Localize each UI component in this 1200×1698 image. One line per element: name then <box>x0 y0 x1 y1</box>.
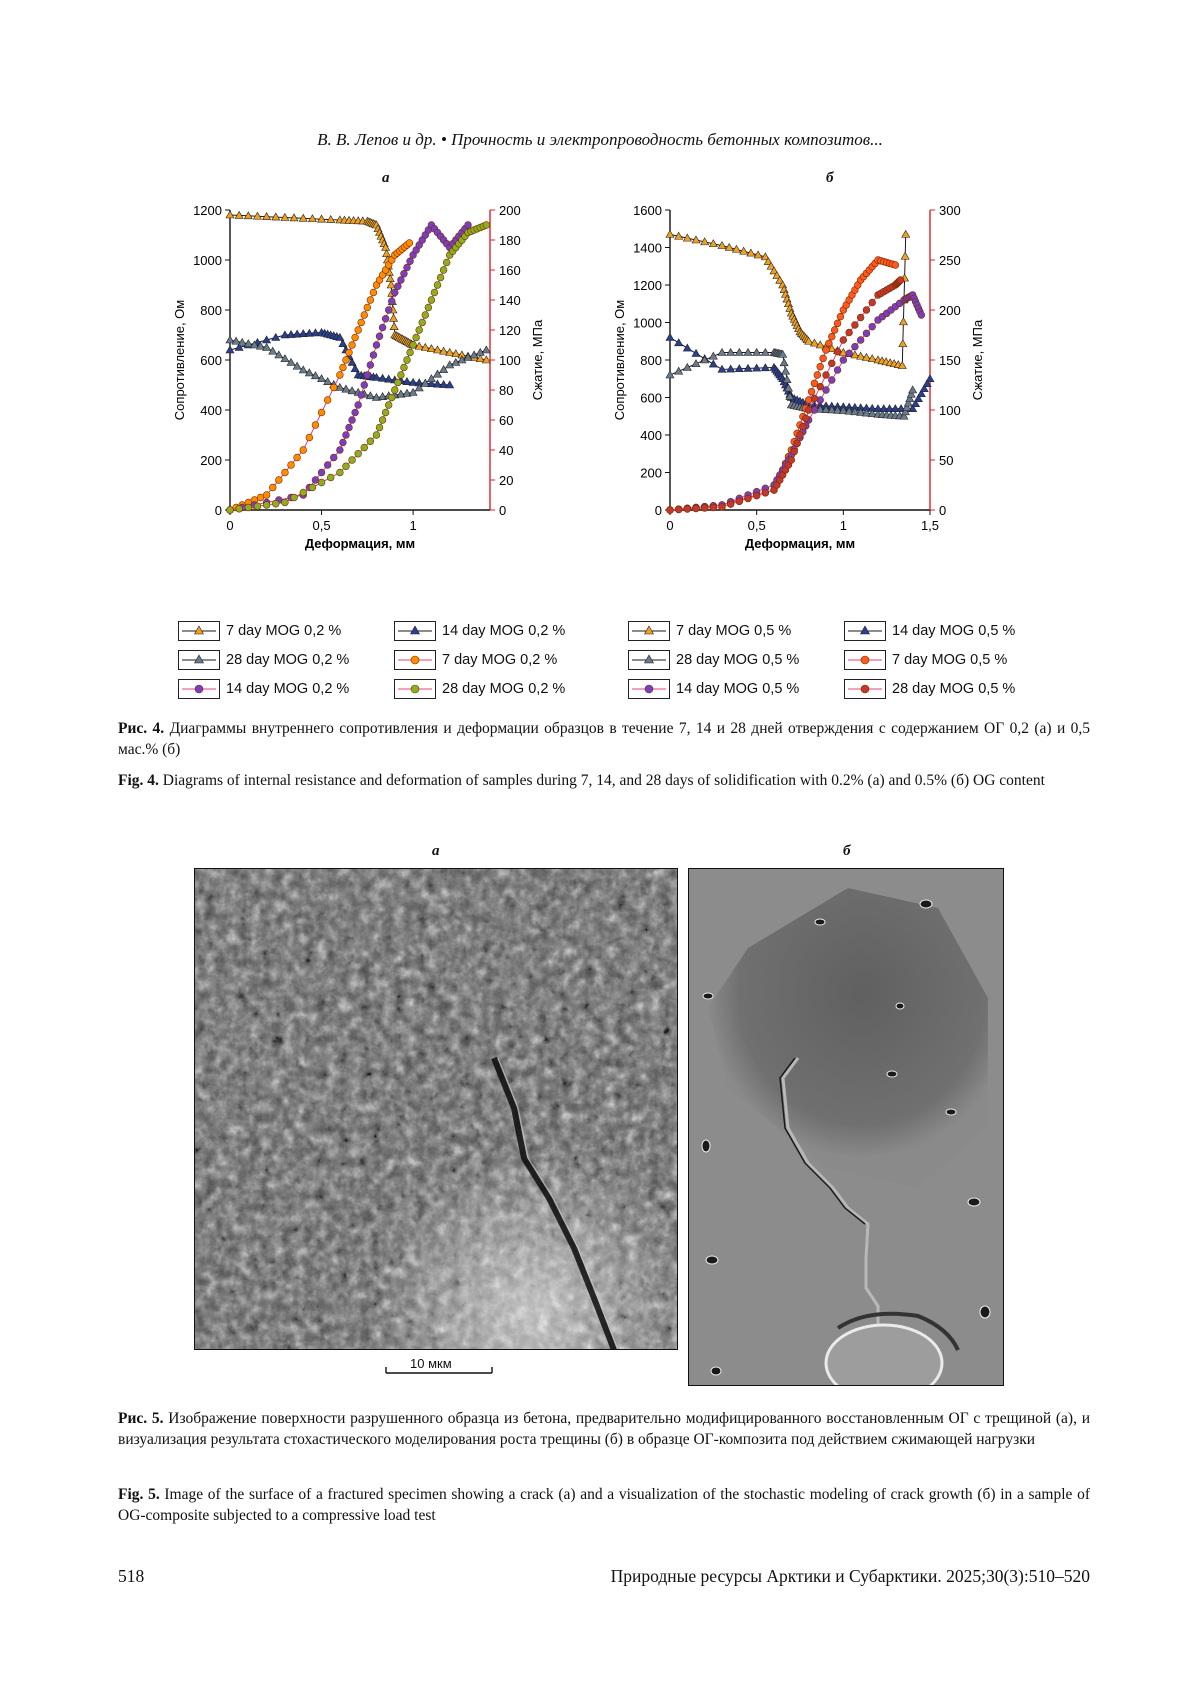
page-number: 518 <box>118 1566 145 1586</box>
series-point-6 <box>376 424 383 431</box>
series-point-5 <box>336 447 343 454</box>
series-point-5 <box>358 392 365 399</box>
left-tick-label: 400 <box>640 428 662 443</box>
fig5-panel-b-label: б <box>843 843 851 859</box>
right-tick-label: 100 <box>939 403 961 418</box>
fig4-caption-en-label: Fig. 4. <box>118 772 159 789</box>
series-point-6 <box>355 450 362 457</box>
fig4-caption-ru-text: Диаграммы внутреннего сопротивления и деформации образцов в течение 7, 14 и 28 дней отверждения с содержанием ОГ 0,2 (а) и 0,5 мас.% (б) <box>118 720 1090 758</box>
series-point-6 <box>693 505 700 512</box>
series-point-4 <box>346 349 353 356</box>
legend-swatch <box>178 679 220 699</box>
series-point-5 <box>376 333 383 340</box>
series-point-6 <box>385 402 392 409</box>
x-tick-label: 0 <box>226 518 234 533</box>
series-point-5 <box>401 270 408 277</box>
right-tick-label: 120 <box>499 323 521 338</box>
series-point-6 <box>762 489 769 496</box>
series-point-5 <box>379 324 386 331</box>
legend-swatch <box>844 679 886 699</box>
legend-item <box>628 620 791 642</box>
series-point-6 <box>291 494 298 501</box>
series-point-6 <box>817 383 824 390</box>
fig5-panel-a-label: а <box>432 843 440 859</box>
series-point-1 <box>226 211 234 218</box>
series-point-1 <box>383 250 391 257</box>
fig5-caption-ru <box>118 1408 1090 1450</box>
fig4-chart-b <box>600 200 1020 600</box>
x-axis-label: Деформация, мм <box>744 536 856 551</box>
legend-swatch-marker <box>411 685 419 693</box>
fig4-caption-en <box>118 770 1090 791</box>
legend-item <box>178 678 349 700</box>
right-tick-label: 180 <box>499 233 521 248</box>
series-point-6 <box>745 495 752 502</box>
right-tick-label: 300 <box>939 203 961 218</box>
series-point-5 <box>846 350 853 357</box>
series-point-4 <box>282 469 289 476</box>
series-point-5 <box>318 469 325 476</box>
left-tick-label: 800 <box>200 303 222 318</box>
x-axis-label: Деформация, мм <box>304 536 416 551</box>
series-point-6 <box>851 322 858 329</box>
series-point-6 <box>684 506 691 513</box>
series-point-5 <box>361 382 368 389</box>
series-point-6 <box>318 479 325 486</box>
series-point-4 <box>288 462 295 469</box>
left-tick-label: 600 <box>200 353 222 368</box>
right-tick-label: 100 <box>499 353 521 368</box>
series-point-5 <box>352 409 359 416</box>
series-point-6 <box>343 463 350 470</box>
legend-item <box>178 649 349 671</box>
series-point-6 <box>419 319 426 326</box>
series-point-4 <box>355 327 362 334</box>
left-tick-label: 1000 <box>633 315 662 331</box>
legend-item <box>628 678 799 700</box>
legend-swatch-marker <box>195 685 203 693</box>
series-point-6 <box>397 372 404 379</box>
series-point-6 <box>791 448 798 455</box>
legend-swatch-marker <box>645 685 653 693</box>
series-point-4 <box>349 342 356 349</box>
left-tick-label: 1400 <box>633 240 662 256</box>
legend-item <box>628 649 799 671</box>
series-point-5 <box>465 222 472 229</box>
left-tick-label: 1200 <box>633 278 662 293</box>
right-tick-label: 50 <box>939 453 954 468</box>
series-point-5 <box>857 337 864 344</box>
fig5-caption-en-text: Image of the surface of a fractured specimen showing a crack (а) and a visualization of the stochastic modeling of crack growth (б) in a sample of OG-composite subjected to a compressive load test <box>118 1486 1091 1524</box>
left-tick-label: 800 <box>640 353 662 368</box>
series-point-4 <box>336 372 343 379</box>
legend-label: 28 day MOG 0,2 % <box>442 681 566 697</box>
series-point-6 <box>719 504 726 511</box>
legend-item <box>844 649 1007 671</box>
legend-item <box>394 620 565 642</box>
series-point-4 <box>358 319 365 326</box>
right-tick-label: 250 <box>939 253 961 268</box>
series-point-6 <box>802 415 809 422</box>
series-point-4 <box>318 409 325 416</box>
series-point-4 <box>324 397 331 404</box>
series-point-1 <box>902 230 910 237</box>
series-point-6 <box>788 457 795 464</box>
series-point-3 <box>675 367 683 374</box>
series-point-4 <box>343 357 350 364</box>
legend-item <box>178 620 341 642</box>
series-point-4 <box>275 477 282 484</box>
series-point-4 <box>823 347 830 354</box>
series-point-5 <box>349 417 356 424</box>
series-point-6 <box>437 274 444 281</box>
series-point-6 <box>391 387 398 394</box>
series-point-4 <box>370 289 377 296</box>
series-point-5 <box>382 315 389 322</box>
series-point-6 <box>422 312 429 319</box>
series-point-6 <box>840 337 847 344</box>
series-point-5 <box>394 283 401 290</box>
series-point-6 <box>857 314 864 321</box>
series-point-2 <box>926 375 934 382</box>
series-point-6 <box>675 506 682 513</box>
legend-label: 7 day MOG 0,5 % <box>892 652 1008 668</box>
series-point-5 <box>863 330 870 337</box>
series-point-2 <box>709 360 717 367</box>
series-point-4 <box>820 355 827 362</box>
fig4-panel-b-label: б <box>826 170 834 186</box>
series-point-6 <box>349 457 356 464</box>
right-tick-label: 0 <box>939 503 947 518</box>
legend-item <box>844 678 1015 700</box>
series-point-1 <box>390 314 398 321</box>
legend-label: 7 day MOG 0,2 % <box>226 623 342 639</box>
series-point-5 <box>385 307 392 314</box>
series-point-2 <box>692 349 700 356</box>
legend-swatch <box>844 650 886 670</box>
series-point-6 <box>897 277 904 284</box>
right-tick-label: 150 <box>939 353 961 368</box>
series-point-3 <box>666 371 674 378</box>
series-point-6 <box>404 357 411 364</box>
series-point-5 <box>330 454 337 461</box>
series-point-6 <box>434 282 441 289</box>
series-point-6 <box>373 432 380 439</box>
series-point-6 <box>443 259 450 266</box>
x-tick-label: 0,5 <box>312 518 331 533</box>
legend-swatch <box>394 621 436 641</box>
series-point-6 <box>416 327 423 334</box>
legend-label: 28 day MOG 0,5 % <box>892 681 1016 697</box>
series-point-2 <box>675 339 683 346</box>
crack-simulation-image <box>688 868 1004 1386</box>
series-point-5 <box>367 362 374 369</box>
series-point-6 <box>413 334 420 341</box>
series-point-4 <box>834 320 841 327</box>
series-point-5 <box>355 402 362 409</box>
series-point-5 <box>918 312 925 319</box>
legend-label: 28 day MOG 0,5 % <box>676 652 800 668</box>
series-point-6 <box>382 409 389 416</box>
series-point-4 <box>300 447 307 454</box>
right-tick-label: 200 <box>939 303 961 318</box>
series-point-6 <box>828 360 835 367</box>
legend-label: 7 day MOG 0,5 % <box>676 623 792 639</box>
series-point-3 <box>683 364 691 371</box>
series-point-6 <box>263 502 270 509</box>
series-point-6 <box>367 438 374 445</box>
left-axis-label: Сопротивление, Ом <box>172 299 187 421</box>
series-point-1 <box>390 323 398 330</box>
fig4-caption-ru-label: Рис. 4. <box>118 720 165 737</box>
series-point-3 <box>709 352 717 359</box>
series-point-6 <box>236 505 243 512</box>
series-point-1 <box>666 230 674 237</box>
series-point-5 <box>834 367 841 374</box>
legend-swatch <box>628 621 670 641</box>
series-point-6 <box>869 299 876 306</box>
series-point-4 <box>257 494 264 501</box>
legend-swatch <box>394 679 436 699</box>
series-point-5 <box>388 298 395 305</box>
series-point-5 <box>391 289 398 296</box>
left-tick-label: 1000 <box>193 253 222 268</box>
left-tick-label: 1600 <box>633 203 662 218</box>
series-point-6 <box>407 349 414 356</box>
legend-item <box>844 620 1015 642</box>
series-point-4 <box>828 333 835 340</box>
right-tick-label: 200 <box>499 203 521 218</box>
right-tick-label: 40 <box>499 443 514 458</box>
series-point-3 <box>782 367 790 374</box>
series-point-4 <box>269 484 276 491</box>
series-point-6 <box>701 505 708 512</box>
series-point-6 <box>431 289 438 296</box>
fig5-caption-ru-text: Изображение поверхности разрушенного образца из бетона, предварительно модифицированного восстановленным ОГ с трещиной (а), и визуализация результата стохастического моделирования роста трещины (б) в образце ОГ-композита под действием сжимающей нагрузки <box>118 1410 1090 1448</box>
left-tick-label: 600 <box>640 390 662 406</box>
series-point-3 <box>226 336 234 343</box>
journal-citation: Природные ресурсы Арктики и Субарктики. 2025;30(3):510–520 <box>610 1566 1090 1586</box>
legend-label: 14 day MOG 0,5 % <box>676 681 800 697</box>
series-point-5 <box>869 323 876 330</box>
series-point-4 <box>814 372 821 379</box>
series-point-4 <box>808 388 815 395</box>
series-point-6 <box>727 501 734 508</box>
fig4-caption-ru <box>118 718 1090 760</box>
series-point-6 <box>440 267 447 274</box>
series-point-6 <box>245 504 252 511</box>
series-point-6 <box>361 444 368 451</box>
series-point-1 <box>899 340 907 347</box>
legend-swatch-marker <box>411 656 419 664</box>
series-point-2 <box>683 344 691 351</box>
left-tick-label: 0 <box>214 503 222 518</box>
legend-swatch <box>394 650 436 670</box>
right-tick-label: 20 <box>499 473 514 488</box>
series-point-3 <box>482 346 490 353</box>
series-point-3 <box>780 359 788 366</box>
fig4-chart-a <box>160 200 580 600</box>
series-point-6 <box>394 379 401 386</box>
right-tick-label: 80 <box>499 383 514 398</box>
series-point-4 <box>831 327 838 334</box>
series-point-6 <box>336 469 343 476</box>
series-point-4 <box>312 422 319 429</box>
series-point-5 <box>828 377 835 384</box>
series-point-5 <box>340 439 347 446</box>
series-point-6 <box>227 507 234 514</box>
left-tick-label: 1200 <box>193 203 222 218</box>
x-tick-label: 1,5 <box>920 518 940 533</box>
fig5-caption-en-label: Fig. 5. <box>118 1486 160 1503</box>
series-point-6 <box>309 484 316 491</box>
series-point-4 <box>340 364 347 371</box>
legend-label: 7 day MOG 0,2 % <box>442 652 558 668</box>
series-point-6 <box>300 489 307 496</box>
legend-swatch <box>178 621 220 641</box>
series-point-6 <box>736 498 743 505</box>
series-point-4 <box>367 297 374 304</box>
legend-swatch <box>178 650 220 670</box>
series-point-4 <box>306 434 313 441</box>
series-point-4 <box>837 313 844 320</box>
series-point-6 <box>863 307 870 314</box>
series-point-6 <box>410 342 417 349</box>
series-point-4 <box>361 312 368 319</box>
left-axis-label: Сопротивление, Ом <box>612 299 627 421</box>
series-point-6 <box>710 504 717 511</box>
legend-swatch <box>628 679 670 699</box>
series-point-5 <box>324 462 331 469</box>
legend-swatch <box>628 650 670 670</box>
legend-label: 14 day MOG 0,2 % <box>226 681 350 697</box>
series-point-6 <box>823 372 830 379</box>
series-point-5 <box>343 432 350 439</box>
series-point-6 <box>388 394 395 401</box>
x-tick-label: 1 <box>839 518 847 533</box>
series-point-5 <box>397 277 404 284</box>
legend-swatch <box>844 621 886 641</box>
series-point-6 <box>834 348 841 355</box>
series-point-5 <box>840 357 847 364</box>
series-point-6 <box>846 329 853 336</box>
right-tick-label: 140 <box>499 293 521 308</box>
left-tick-label: 400 <box>200 403 222 418</box>
legend-label: 28 day MOG 0,2 % <box>226 652 350 668</box>
series-point-6 <box>272 500 279 507</box>
series-point-5 <box>407 258 414 265</box>
series-point-4 <box>294 454 301 461</box>
series-point-4 <box>364 304 371 311</box>
series-point-2 <box>666 334 674 341</box>
x-tick-label: 0 <box>666 518 674 533</box>
series-point-4 <box>825 340 832 347</box>
series-point-5 <box>851 343 858 350</box>
series-point-4 <box>330 384 337 391</box>
series-point-1 <box>899 318 907 325</box>
series-point-4 <box>352 334 359 341</box>
fig4-caption-en-text: Diagrams of internal resistance and deformation of samples during 7, 14, and 28 days of solidification with 0.2% (а) and 0.5% (б) OG content <box>162 772 1045 789</box>
series-point-6 <box>327 474 334 481</box>
left-tick-label: 0 <box>654 503 662 518</box>
legend-item <box>394 678 565 700</box>
series-point-5 <box>370 352 377 359</box>
series-point-6 <box>428 297 435 304</box>
series-point-6 <box>811 395 818 402</box>
right-tick-label: 60 <box>499 413 514 428</box>
running-title: В. В. Лепов и др. • Прочность и электропроводность бетонных композитов... <box>317 130 883 149</box>
legend-swatch-marker <box>861 685 869 693</box>
right-axis-label: Сжатие, МПа <box>970 319 985 401</box>
series-point-4 <box>892 262 899 269</box>
series-point-6 <box>379 417 386 424</box>
right-tick-label: 160 <box>499 263 521 278</box>
series-point-6 <box>794 440 801 447</box>
series-point-5 <box>312 477 319 484</box>
series-point-6 <box>667 507 674 514</box>
legend-label: 14 day MOG 0,2 % <box>442 623 566 639</box>
series-point-5 <box>373 342 380 349</box>
series-point-6 <box>483 222 490 229</box>
series-point-5 <box>346 424 353 431</box>
series-point-6 <box>282 499 289 506</box>
fig5-caption-ru-label: Рис. 5. <box>118 1410 164 1427</box>
series-point-4 <box>817 363 824 370</box>
x-tick-label: 1 <box>409 518 417 533</box>
series-point-6 <box>401 364 408 371</box>
series-point-6 <box>805 407 812 414</box>
series-point-1 <box>901 252 909 259</box>
series-point-6 <box>425 304 432 311</box>
fig5-caption-en <box>118 1484 1090 1526</box>
right-tick-label: 0 <box>499 503 507 518</box>
scale-bar-label: 10 мкм <box>410 1356 452 1371</box>
series-point-4 <box>406 240 413 247</box>
left-tick-label: 200 <box>640 465 662 481</box>
series-point-3 <box>692 360 700 367</box>
sem-fracture-image <box>194 868 678 1350</box>
legend-swatch-marker <box>861 656 869 664</box>
legend-label: 14 day MOG 0,5 % <box>892 623 1016 639</box>
series-point-6 <box>797 432 804 439</box>
fig4-panel-a-label: а <box>382 170 390 186</box>
series-point-3 <box>909 386 917 393</box>
x-tick-label: 0,5 <box>747 518 766 533</box>
series-point-6 <box>254 503 261 510</box>
series-point-6 <box>753 492 760 499</box>
left-tick-label: 200 <box>200 453 222 468</box>
series-point-5 <box>364 372 371 379</box>
right-axis-label: Сжатие, МПа <box>530 319 545 401</box>
series-point-4 <box>263 492 270 499</box>
legend-item <box>394 649 557 671</box>
series-point-6 <box>799 423 806 430</box>
series-point-5 <box>404 264 411 271</box>
